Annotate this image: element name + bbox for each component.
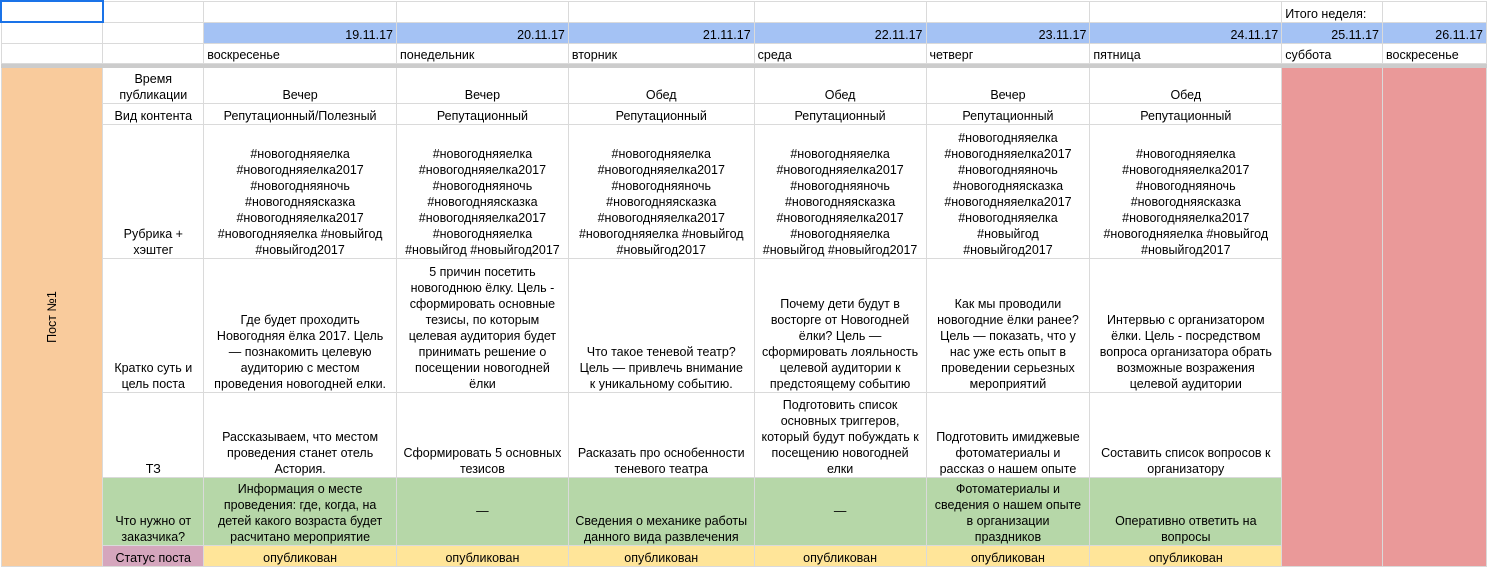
weekday-cell[interactable]: пятница [1090,43,1282,63]
weekday-cell[interactable]: суббота [1282,43,1383,63]
cell[interactable] [1,22,103,43]
date-cell[interactable]: 23.11.17 [926,22,1090,43]
rubric-cell[interactable]: #новогодняяелка #новогодняяелка2017 #новогодняяночь #новогодняясказка #новогодняяелка2017 #новогодняяелка #новыйгод #новыйгод2017 [1090,124,1282,258]
cell[interactable] [103,1,204,22]
type-cell[interactable]: Репутационный/Полезный [204,103,397,124]
time-cell[interactable]: Обед [1090,67,1282,103]
cell[interactable] [103,43,204,63]
summary-cell[interactable]: 5 причин посетить новогоднюю ёлку. Цель - сформировать основные тезисы, по которым целевая аудитория будет принимать решение о посещении новогодней ёлки [397,258,569,392]
time-cell[interactable]: Вечер [926,67,1090,103]
date-cell[interactable]: 21.11.17 [568,22,754,43]
row-label-tz[interactable]: ТЗ [103,392,204,477]
cell[interactable] [1,43,103,63]
cell[interactable] [1383,1,1487,22]
need-cell[interactable]: — [754,477,926,545]
status-cell[interactable]: опубликован [568,545,754,566]
rubric-cell[interactable]: #новогодняяелка #новогодняяелка2017 #новогодняяночь #новогодняясказка #новогодняяелка2017 #новогодняяелка #новыйгод #новыйгод2017 [926,124,1090,258]
need-cell[interactable]: — [397,477,569,545]
need-cell[interactable]: Информация о месте проведения: где, когда, на детей какого возраста будет расчитано мероприятие [204,477,397,545]
tz-cell[interactable]: Рассказываем, что местом проведения станет отель Астория. [204,392,397,477]
row-label-summary[interactable]: Кратко суть и цель поста [103,258,204,392]
week-total-label[interactable]: Итого неделя: [1282,1,1383,22]
status-cell[interactable]: опубликован [926,545,1090,566]
date-cell[interactable]: 19.11.17 [204,22,397,43]
summary-cell[interactable]: Интервью с организатором ёлки. Цель - посредством вопроса организатора обрать возможные возражения целевой аудитории [1090,258,1282,392]
row-label-need[interactable]: Что нужно от заказчика? [103,477,204,545]
selected-cell[interactable] [1,1,103,22]
date-cell[interactable]: 26.11.17 [1383,22,1487,43]
rubric-cell[interactable]: #новогодняяелка #новогодняяелка2017 #новогодняяночь #новогодняясказка #новогодняяелка2017 #новогодняяелка #новыйгод #новыйгод2017 [397,124,569,258]
date-cell[interactable]: 25.11.17 [1282,22,1383,43]
status-cell[interactable]: опубликован [397,545,569,566]
weekday-cell[interactable]: воскресенье [1383,43,1487,63]
need-cell[interactable]: Сведения о механике работы данного вида развлечения [568,477,754,545]
row-label-time[interactable]: Время публикации [103,67,204,103]
weekend-cell[interactable] [1282,67,1383,566]
row-label-rubric[interactable]: Рубрика + хэштег [103,124,204,258]
post-label-cell[interactable] [1,67,103,566]
tz-cell[interactable]: Подготовить имиджевые фотоматериалы и рассказ о нашем опыте [926,392,1090,477]
time-cell[interactable]: Вечер [204,67,397,103]
cell[interactable] [397,1,569,22]
cell[interactable] [568,1,754,22]
rubric-cell[interactable]: #новогодняяелка #новогодняяелка2017 #новогодняяночь #новогодняясказка #новогодняяелка2017 #новогодняяелка #новыйгод #новыйгод2017 [204,124,397,258]
type-cell[interactable]: Репутационный [926,103,1090,124]
summary-cell[interactable]: Почему дети будут в восторге от Новогодней ёлки? Цель — сформировать лояльность целевой аудитории к предстоящему событию [754,258,926,392]
weekday-cell[interactable]: понедельник [397,43,569,63]
row-label-type[interactable]: Вид контента [103,103,204,124]
cell[interactable] [1090,1,1282,22]
type-cell[interactable]: Репутационный [754,103,926,124]
time-cell[interactable]: Обед [754,67,926,103]
type-cell[interactable]: Репутационный [1090,103,1282,124]
summary-cell[interactable]: Как мы проводили новогодние ёлки ранее? Цель — показать, что у нас уже есть опыт в проведении серьезных мероприятий [926,258,1090,392]
time-cell[interactable]: Вечер [397,67,569,103]
cell[interactable] [103,22,204,43]
need-cell[interactable]: Фотоматериалы и сведения о нашем опыте в организации праздников [926,477,1090,545]
rubric-cell[interactable]: #новогодняяелка #новогодняяелка2017 #новогодняяночь #новогодняясказка #новогодняяелка2017 #новогодняяелка #новыйгод #новыйгод2017 [568,124,754,258]
weekday-cell[interactable]: четверг [926,43,1090,63]
tz-cell[interactable]: Расказать про оснобенности теневого театра [568,392,754,477]
weekday-cell[interactable]: воскресенье [204,43,397,63]
tz-cell[interactable]: Сформировать 5 основных тезисов [397,392,569,477]
date-cell[interactable]: 20.11.17 [397,22,569,43]
cell[interactable] [926,1,1090,22]
weekend-cell[interactable] [1383,67,1487,566]
cell[interactable] [754,1,926,22]
type-cell[interactable]: Репутационный [397,103,569,124]
need-cell[interactable]: Оперативно ответить на вопросы [1090,477,1282,545]
cell[interactable] [204,1,397,22]
tz-cell[interactable]: Составить список вопросов к организатору [1090,392,1282,477]
tz-cell[interactable]: Подготовить список основных триггеров, который будут побуждать к посещению новогодней елки [754,392,926,477]
date-cell[interactable]: 24.11.17 [1090,22,1282,43]
date-cell[interactable]: 22.11.17 [754,22,926,43]
post-label: Пост №1 [44,290,59,343]
status-cell[interactable]: опубликован [1090,545,1282,566]
weekday-cell[interactable]: среда [754,43,926,63]
status-cell[interactable]: опубликован [754,545,926,566]
status-cell[interactable]: опубликован [204,545,397,566]
time-cell[interactable]: Обед [568,67,754,103]
row-label-status[interactable]: Статус поста [103,545,204,566]
type-cell[interactable]: Репутационный [568,103,754,124]
rubric-cell[interactable]: #новогодняяелка #новогодняяелка2017 #новогодняяночь #новогодняясказка #новогодняяелка2017 #новогодняяелка #новыйгод #новыйгод2017 [754,124,926,258]
summary-cell[interactable]: Где будет проходить Новогодняя ёлка 2017. Цель — познакомить целевую аудиторию с местом проведения новогодней елки. [204,258,397,392]
weekday-cell[interactable]: вторник [568,43,754,63]
summary-cell[interactable]: Что такое теневой театр? Цель — привлечь внимание к уникальному событию. [568,258,754,392]
